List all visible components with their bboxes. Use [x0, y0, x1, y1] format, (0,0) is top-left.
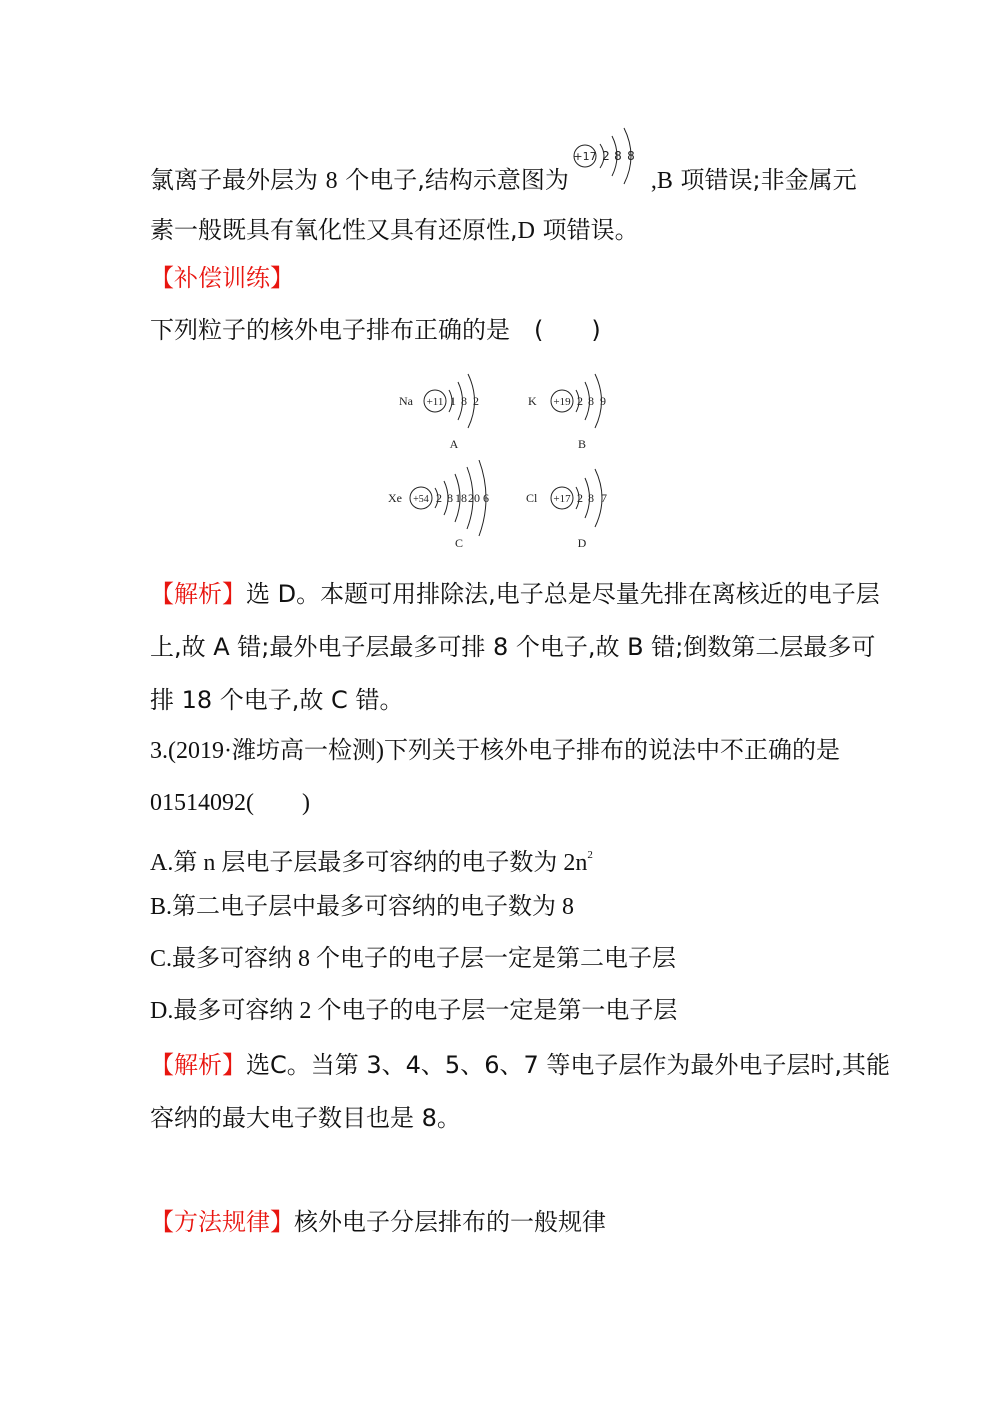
question3-option-c: C.最多可容纳 8 个电子的电子层一定是第二电子层	[150, 946, 677, 972]
text: 选 D。本题可用排除法,电子总是尽量先排在离核近的电子层	[246, 580, 880, 608]
method-heading	[150, 1206, 606, 1238]
svg-text:8: 8	[627, 149, 635, 163]
question3-analysis-line-1	[150, 1049, 890, 1081]
svg-text:9: 9	[600, 394, 606, 408]
question3-line-2: 01514092( )	[150, 790, 310, 816]
text: A.第 n 层电子层最多可容纳的电子数为 2n	[150, 850, 588, 876]
superscript: 2	[587, 849, 593, 861]
question3-option-d: D.最多可容纳 2 个电子的电子层一定是第一电子层	[150, 998, 678, 1024]
analysis-tag: 【解析】	[150, 580, 246, 608]
svg-text:+17: +17	[553, 493, 571, 505]
svg-text:20: 20	[468, 491, 480, 505]
svg-text:6: 6	[483, 491, 489, 505]
svg-text:K: K	[528, 394, 537, 408]
svg-text:+19: +19	[553, 396, 571, 408]
svg-text:2: 2	[577, 394, 583, 408]
intro-line-1	[150, 164, 857, 197]
question3-option-b: B.第二电子层中最多可容纳的电子数为 8	[150, 894, 575, 920]
svg-text:+54: +54	[413, 494, 429, 505]
svg-text:2: 2	[436, 491, 442, 505]
intro-line-2	[150, 214, 639, 247]
svg-text:Cl: Cl	[526, 491, 538, 505]
text: 素一般既具有氧化性又具有还原性,	[150, 216, 518, 244]
svg-text:2: 2	[577, 491, 583, 505]
question3-option-a	[150, 839, 593, 879]
svg-text:8: 8	[447, 491, 453, 505]
option-letter: ,B	[650, 168, 673, 194]
svg-text:8: 8	[614, 149, 622, 163]
method-tag: 【方法规律】	[150, 1208, 294, 1236]
svg-text:2: 2	[473, 394, 479, 408]
text: 项错误;非金属元	[672, 166, 857, 194]
svg-text:+17: +17	[573, 150, 597, 163]
method-title: 核外电子分层排布的一般规律	[294, 1208, 606, 1236]
svg-text:1: 1	[450, 394, 456, 408]
svg-text:A: A	[449, 437, 459, 451]
text: 个电子,结构示意图为	[337, 166, 569, 194]
svg-text:18: 18	[455, 491, 467, 505]
svg-text:8: 8	[588, 491, 594, 505]
option-letter: D	[517, 218, 535, 244]
compensation-analysis-line-3: 排 18 个电子,故 C 错。	[150, 686, 404, 714]
chlorine-ion-structure-diagram	[570, 124, 650, 194]
svg-text:2: 2	[602, 149, 610, 163]
question3-analysis-line-2: 容纳的最大电子数目也是 8。	[150, 1104, 461, 1132]
compensation-question: 下列粒子的核外电子排布正确的是 ( )	[150, 316, 601, 344]
svg-text:Xe: Xe	[388, 491, 402, 505]
option-b-diagram	[522, 370, 632, 459]
svg-text:C: C	[454, 536, 464, 550]
svg-text:Na: Na	[399, 394, 413, 408]
compensation-heading: 【补偿训练】	[150, 264, 294, 292]
text: 选C。当第 3、4、5、6、7 等电子层作为最外电子层时,其能	[246, 1051, 890, 1079]
question3-line-1: 3.(2019·潍坊高一检测)下列关于核外电子排布的说法中不正确的是	[150, 738, 840, 764]
text: 项错误。	[534, 216, 639, 244]
svg-text:B: B	[577, 437, 587, 451]
number: 8	[325, 168, 338, 194]
svg-text:D: D	[577, 536, 587, 550]
option-a-diagram	[395, 370, 505, 459]
svg-text:8: 8	[588, 394, 594, 408]
text: 氯离子最外层为	[150, 166, 326, 194]
compensation-analysis-line-2: 上,故 A 错;最外电子层最多可排 8 个电子,故 B 错;倒数第二层最多可	[150, 633, 876, 661]
option-c-diagram	[385, 460, 515, 556]
analysis-tag: 【解析】	[150, 1051, 246, 1079]
svg-text:+11: +11	[426, 396, 444, 408]
option-d-diagram	[522, 460, 632, 556]
svg-text:8: 8	[461, 394, 467, 408]
compensation-analysis-line-1	[150, 578, 880, 610]
svg-text:7: 7	[601, 491, 607, 505]
